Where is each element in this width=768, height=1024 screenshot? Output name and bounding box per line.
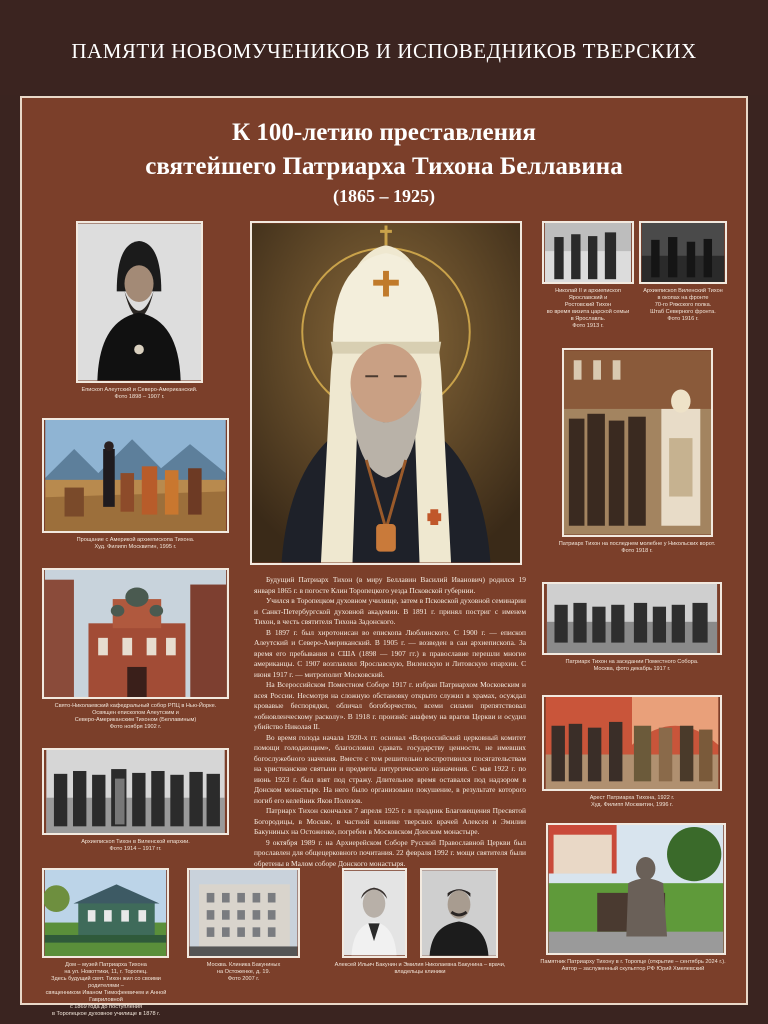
bio-paragraph: 9 октября 1989 г. на Архиерейском Соборе Русской Православной Церкви был прославлен для общецерковного почитания. 22 февраля 1992 г. мощи святителя были обретены в Малом соборе Донского монастыря.	[254, 837, 526, 868]
photo-alexey-bakunin	[342, 868, 407, 958]
photo-farewell	[42, 418, 229, 533]
photo-arrest	[542, 695, 722, 791]
caption-farewell: Прощание с Америкой архиепископа Тихона. Худ. Филипп Москвитин, 1995 г.	[76, 537, 195, 550]
caption-bishop: Епископ Алеутский и Северо-Американский. Фото 1898 – 1907 г.	[81, 387, 198, 400]
caption-arrest: Арест Патриарха Тихона, 1922 г. Худ. Филипп Москвитин, 1996 г.	[589, 795, 675, 808]
cathedral-image	[44, 570, 227, 697]
caption-nicholas: Николай II и архиепископ Ярославский и Ростовский Тихон во время визита царской семьи в Ярославль. Фото 1913 г.	[546, 288, 630, 329]
bio-paragraph: В 1897 г. был хиротонисан во епископа Люблинского. С 1900 г. — епископ Алеутский и Северо-Американский. В 1905 г. — возведен в сан архиепископа. За время его пребывания в США (1898 — 1907 гг.) в православие перешли многие американцы. С 1907 возглавлял Ярославскую, Виленскую и Литовскую епархии. С июня 1917 г. — митрополит Московский.	[254, 627, 526, 679]
nicholas-ii-visit-image	[544, 223, 632, 282]
last-moleben-image	[564, 350, 711, 535]
bio-paragraph: Патриарх Тихон скончался 7 апреля 1925 г. в праздник Благовещения Пресвятой Богородицы, в Москве, в частной клинике тверских врачей Алексея и Эмилии Бакуниных на Остоженке, погребен в Московском Донском монастыре.	[254, 806, 526, 836]
main-years: (1865 – 1925)	[333, 186, 435, 206]
caption-clinic: Москва. Клиника Бакуниных на Остоженке, д. 19. Фото 2007 г.	[206, 962, 281, 982]
title-line-1: К 100-летию преставления	[232, 119, 536, 146]
photo-bishop	[76, 221, 203, 383]
bio-paragraph: На Всероссийском Поместном Соборе 1917 г. избран Патриархом Московским и всея России. Несмотря на сложную обстановку открыто служил в храмах, осуждал кровавые беспорядки, обличал богоборчество, всеми силами препятствовал «обновленческому расколу». В 1918 г. произнёс анафему на врагов Церкви и осудил убийство Николая II.	[254, 680, 526, 731]
patriarch-tikhon-icon-image	[252, 223, 520, 563]
caption-cathedral: Свято-Николаевский кафедральный собор РПЦ в Нью-Йорке. Освящен епископом Алеутским и Северо-Американским Тихоном (Беллавиным) Фото ноября 1902 г.	[54, 703, 217, 730]
photo-cathedral	[42, 568, 229, 699]
local-council-image	[544, 584, 720, 653]
clinic-building-image	[189, 870, 298, 956]
caption-sobor: Патриарх Тихон на заседании Поместного Собора. Москва, фото декабрь 1917 г.	[565, 659, 699, 672]
man-portrait-image	[422, 870, 496, 956]
photo-front	[639, 221, 727, 284]
house-museum-image	[44, 870, 167, 956]
poster-panel	[20, 96, 748, 1017]
caption-front: Архиепископ Виленский Тихон в окопах на фронте 70-го Ряжского полка. Штаб Северного фронта. Фото 1916 г.	[643, 288, 723, 322]
biography-text	[254, 575, 526, 869]
photo-monument	[546, 823, 726, 955]
bio-paragraph: Во время голода начала 1920-х гг. основал «Всероссийский церковный комитет помощи голодающим», благословил сдавать государству ценности, не имевших богослужебного значения. Вместе с тем решительно воспротивился посягательствам на христианские святыни и предметы литургического назначения. С мая 1922 г. по июнь 1923 г. был взят под стражу. Длительное время оставался под надзором в Донском монастыре. На него было организовано покушение, в результате которого погиб его келейник Яков Полозов.	[254, 732, 526, 805]
caption-monument: Памятник Патриарху Тихону в г. Торопце (открытие – сентябрь 2024 г.). Автор – заслуженный скульптор РФ Юрий Хмелевский	[540, 959, 726, 972]
main-title	[22, 116, 746, 184]
bio-paragraph: Учился в Торопецком духовном училище, затем в Псковской духовной семинарии и Санкт-Петербургской духовной академии. В 1891 г. принял постриг с именем Тихон, в честь святителя Тихона Задонского.	[254, 596, 526, 626]
photo-nicholas	[542, 221, 634, 284]
page-title: ПАМЯТИ НОВОМУЧЕНИКОВ И ИСПОВЕДНИКОВ ТВЕРСКИХ	[71, 39, 697, 63]
caption-house: Дом – музей Патриарха Тихона на ул. Новоттики, 11, г. Торопец. Здесь будущий свят. Тихон жил со своими родителями – священником Иваном Тимофеевичем и Анной Гавриловной с 1869 года до поступления в Торопецкое духовное училище в 1878 г.	[45, 962, 167, 1017]
arrest-painting-image	[544, 697, 720, 789]
bishop-portrait-image	[78, 223, 201, 381]
monument-image	[548, 825, 724, 953]
photo-clinic	[187, 868, 300, 958]
vilna-group-image	[44, 750, 227, 833]
photo-house	[42, 868, 169, 958]
front-trench-image	[641, 223, 725, 282]
page-header	[0, 0, 768, 95]
photo-vilna	[42, 748, 229, 835]
farewell-painting-image	[44, 420, 227, 531]
caption-moleben: Патриарх Тихон на последнем молебне у Никольских ворот. Фото 1918 г.	[558, 541, 716, 554]
caption-bakunins: Алексей Ильич Бакунин и Эмилия Николаевна Бакунина – врачи, владельцы клиники	[334, 962, 506, 975]
photo-sobor	[542, 582, 722, 655]
bio-paragraph: Будущий Патриарх Тихон (в миру Беллавин Василий Иванович) родился 19 января 1865 г. в погосте Клин Торопецкого уезда Псковской губернии.	[254, 575, 526, 595]
photo-moleben	[562, 348, 713, 537]
photo-emilia-bakunina	[420, 868, 498, 958]
title-line-2: святейшего Патриарха Тихона Беллавина	[145, 153, 623, 180]
woman-portrait-image	[344, 870, 405, 956]
caption-vilna: Архиепископ Тихон в Виленской епархии. Фото 1914 – 1917 гг.	[81, 839, 190, 852]
photo-patriarch-icon	[250, 221, 522, 565]
